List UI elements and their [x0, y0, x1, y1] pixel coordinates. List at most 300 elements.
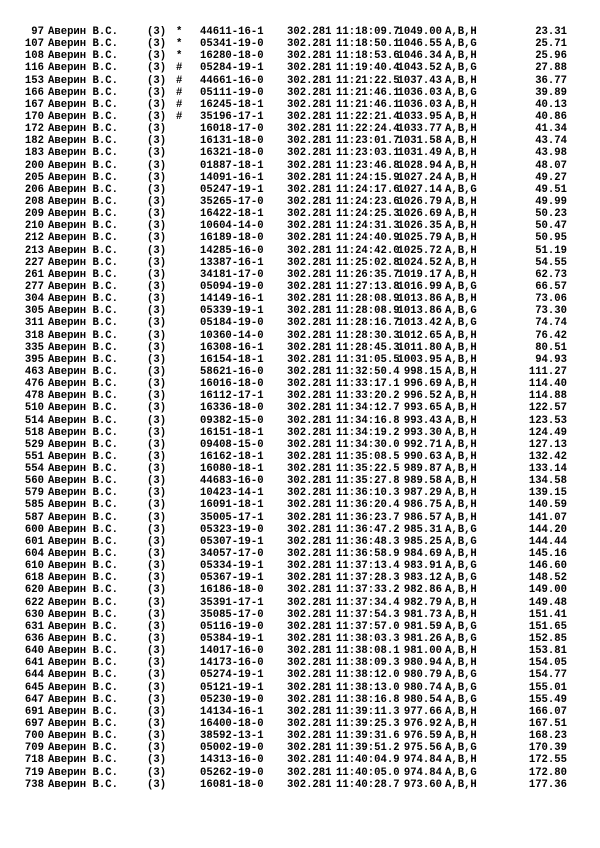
speed-cell: 1036.03	[397, 86, 442, 99]
distance-cell: 302.281	[287, 718, 332, 731]
participant-name: Аверин В.С.	[48, 390, 118, 403]
distance-cell: 302.281	[287, 365, 332, 378]
table-row	[0, 378, 600, 390]
participant-name: Аверин В.С.	[48, 426, 118, 439]
category-cell: A,B,G	[445, 572, 477, 585]
distance-cell: 302.281	[287, 329, 332, 342]
table-row	[0, 160, 600, 172]
points-cell: 41.34	[535, 123, 567, 136]
arrival-time: 11:33:20.2	[336, 390, 400, 403]
place-number: 518	[24, 426, 44, 439]
grade-cell: (3)	[147, 402, 167, 415]
category-cell: A,B,H	[445, 74, 477, 87]
arrival-time: 11:37:34.4	[336, 596, 400, 609]
distance-cell: 302.281	[287, 475, 332, 488]
grade-cell: (3)	[147, 208, 167, 221]
points-cell: 144.44	[528, 535, 567, 548]
distance-cell: 302.281	[287, 183, 332, 196]
ring-number: 16308-16-1	[200, 341, 264, 354]
table-row	[0, 50, 600, 62]
points-cell: 148.52	[528, 572, 567, 585]
speed-cell: 987.29	[403, 487, 442, 500]
grade-cell: (3)	[147, 584, 167, 597]
table-row	[0, 439, 600, 451]
category-cell: A,B,H	[445, 244, 477, 257]
points-cell: 49.51	[535, 183, 567, 196]
ring-number: 10604-14-0	[200, 220, 264, 233]
category-cell: A,B,H	[445, 232, 477, 245]
arrival-time: 11:39:31.6	[336, 730, 400, 743]
speed-cell: 1033.77	[397, 123, 442, 136]
ring-number: 16422-18-1	[200, 208, 264, 221]
grade-cell: (3)	[147, 450, 167, 463]
points-cell: 155.49	[528, 693, 567, 706]
participant-name: Аверин В.С.	[48, 353, 118, 366]
place-number: 227	[24, 256, 44, 269]
table-row	[0, 718, 600, 730]
points-cell: 124.49	[528, 426, 567, 439]
ring-number: 05341-19-0	[200, 38, 264, 51]
distance-cell: 302.281	[287, 159, 332, 172]
participant-name: Аверин В.С.	[48, 414, 118, 427]
participant-name: Аверин В.С.	[48, 584, 118, 597]
category-cell: A,B,H	[445, 511, 477, 524]
place-number: 604	[24, 548, 44, 561]
grade-cell: (3)	[147, 293, 167, 306]
speed-cell: 1013.42	[397, 317, 442, 330]
place-number: 212	[24, 232, 44, 245]
participant-name: Аверин В.С.	[48, 572, 118, 585]
arrival-time: 11:34:19.2	[336, 426, 400, 439]
distance-cell: 302.281	[287, 390, 332, 403]
distance-cell: 302.281	[287, 268, 332, 281]
grade-cell: (3)	[147, 183, 167, 196]
distance-cell: 302.281	[287, 305, 332, 318]
table-row	[0, 342, 600, 354]
table-row	[0, 402, 600, 414]
grade-cell: (3)	[147, 742, 167, 755]
place-number: 261	[24, 268, 44, 281]
place-number: 719	[24, 766, 44, 779]
category-cell: A,B,H	[445, 438, 477, 451]
participant-name: Аверин В.С.	[48, 280, 118, 293]
distance-cell: 302.281	[287, 74, 332, 87]
speed-cell: 985.31	[403, 523, 442, 536]
arrival-time: 11:34:30.0	[336, 438, 400, 451]
speed-cell: 980.79	[403, 669, 442, 682]
category-cell: A,B,H	[445, 171, 477, 184]
category-cell: A,B,G	[445, 523, 477, 536]
grade-cell: (3)	[147, 426, 167, 439]
participant-name: Аверин В.С.	[48, 523, 118, 536]
distance-cell: 302.281	[287, 645, 332, 658]
grade-cell: (3)	[147, 38, 167, 51]
place-number: 622	[24, 596, 44, 609]
place-number: 311	[24, 317, 44, 330]
category-cell: A,B,G	[445, 633, 477, 646]
points-cell: 149.48	[528, 596, 567, 609]
grade-cell: (3)	[147, 778, 167, 791]
ring-number: 16336-18-0	[200, 402, 264, 415]
ring-number: 05002-19-0	[200, 742, 264, 755]
ring-number: 35265-17-0	[200, 195, 264, 208]
participant-name: Аверин В.С.	[48, 123, 118, 136]
speed-cell: 980.74	[403, 681, 442, 694]
points-cell: 172.80	[528, 766, 567, 779]
speed-cell: 1033.95	[397, 110, 442, 123]
speed-cell: 981.59	[403, 620, 442, 633]
points-cell: 155.01	[528, 681, 567, 694]
distance-cell: 302.281	[287, 38, 332, 51]
participant-name: Аверин В.С.	[48, 256, 118, 269]
category-cell: A,B,H	[445, 353, 477, 366]
ring-number: 05184-19-0	[200, 317, 264, 330]
arrival-time: 11:38:08.1	[336, 645, 400, 658]
place-number: 610	[24, 560, 44, 573]
ring-number: 05307-19-1	[200, 535, 264, 548]
arrival-time: 11:28:08.9	[336, 293, 400, 306]
distance-cell: 302.281	[287, 171, 332, 184]
distance-cell: 302.281	[287, 50, 332, 63]
table-row	[0, 560, 600, 572]
grade-cell: (3)	[147, 74, 167, 87]
ring-number: 16080-18-1	[200, 463, 264, 476]
place-number: 645	[24, 681, 44, 694]
grade-cell: (3)	[147, 572, 167, 585]
speed-cell: 1027.24	[397, 171, 442, 184]
speed-cell: 983.91	[403, 560, 442, 573]
speed-cell: 986.75	[403, 499, 442, 512]
place-number: 691	[24, 705, 44, 718]
ring-number: 16400-18-0	[200, 718, 264, 731]
table-row	[0, 208, 600, 220]
points-cell: 36.77	[535, 74, 567, 87]
participant-name: Аверин В.С.	[48, 608, 118, 621]
participant-name: Аверин В.С.	[48, 438, 118, 451]
participant-name: Аверин В.С.	[48, 268, 118, 281]
place-number: 620	[24, 584, 44, 597]
table-row	[0, 584, 600, 596]
category-cell: A,B,H	[445, 378, 477, 391]
participant-name: Аверин В.С.	[48, 535, 118, 548]
grade-cell: (3)	[147, 560, 167, 573]
points-cell: 172.55	[528, 754, 567, 767]
grade-cell: (3)	[147, 353, 167, 366]
points-cell: 39.89	[535, 86, 567, 99]
ring-number: 05384-19-1	[200, 633, 264, 646]
ring-number: 14313-16-0	[200, 754, 264, 767]
distance-cell: 302.281	[287, 353, 332, 366]
speed-cell: 990.63	[403, 450, 442, 463]
place-number: 478	[24, 390, 44, 403]
distance-cell: 302.281	[287, 608, 332, 621]
place-number: 318	[24, 329, 44, 342]
points-cell: 40.86	[535, 110, 567, 123]
table-row	[0, 742, 600, 754]
ring-number: 09382-15-0	[200, 414, 264, 427]
ring-number: 16162-18-1	[200, 450, 264, 463]
ring-number: 16321-18-0	[200, 147, 264, 160]
category-cell: A,B,H	[445, 268, 477, 281]
arrival-time: 11:24:23.6	[336, 195, 400, 208]
participant-name: Аверин В.С.	[48, 633, 118, 646]
arrival-time: 11:38:16.8	[336, 693, 400, 706]
category-cell: A,B,H	[445, 98, 477, 111]
points-cell: 51.19	[535, 244, 567, 257]
place-number: 644	[24, 669, 44, 682]
category-cell: A,B,H	[445, 450, 477, 463]
category-cell: A,B,H	[445, 135, 477, 148]
points-cell: 167.51	[528, 718, 567, 731]
arrival-time: 11:40:28.7	[336, 778, 400, 791]
arrival-time: 11:27:13.8	[336, 280, 400, 293]
points-cell: 73.30	[535, 305, 567, 318]
place-number: 213	[24, 244, 44, 257]
arrival-time: 11:24:42.0	[336, 244, 400, 257]
table-row	[0, 245, 600, 257]
speed-cell: 980.94	[403, 657, 442, 670]
arrival-time: 11:23:46.8	[336, 159, 400, 172]
participant-name: Аверин В.С.	[48, 511, 118, 524]
category-cell: A,B,H	[445, 475, 477, 488]
table-row	[0, 572, 600, 584]
participant-name: Аверин В.С.	[48, 110, 118, 123]
category-cell: A,B,G	[445, 317, 477, 330]
place-number: 738	[24, 778, 44, 791]
arrival-time: 11:24:40.9	[336, 232, 400, 245]
arrival-time: 11:35:22.5	[336, 463, 400, 476]
grade-cell: (3)	[147, 608, 167, 621]
category-cell: A,B,H	[445, 778, 477, 791]
place-number: 277	[24, 280, 44, 293]
points-cell: 40.13	[535, 98, 567, 111]
ring-number: 14134-16-1	[200, 705, 264, 718]
place-number: 587	[24, 511, 44, 524]
place-number: 116	[24, 62, 44, 75]
ring-number: 16016-18-0	[200, 378, 264, 391]
points-cell: 166.07	[528, 705, 567, 718]
distance-cell: 302.281	[287, 766, 332, 779]
category-cell: A,B,H	[445, 293, 477, 306]
place-number: 551	[24, 450, 44, 463]
points-cell: 74.74	[535, 317, 567, 330]
table-row	[0, 220, 600, 232]
ring-number: 05367-19-1	[200, 572, 264, 585]
category-cell: A,B,H	[445, 608, 477, 621]
table-row	[0, 26, 600, 38]
place-number: 579	[24, 487, 44, 500]
ring-number: 14149-16-1	[200, 293, 264, 306]
participant-name: Аверин В.С.	[48, 718, 118, 731]
participant-name: Аверин В.С.	[48, 195, 118, 208]
participant-name: Аверин В.С.	[48, 693, 118, 706]
place-number: 600	[24, 523, 44, 536]
category-cell: A,B,H	[445, 123, 477, 136]
distance-cell: 302.281	[287, 135, 332, 148]
arrival-time: 11:21:46.1	[336, 86, 400, 99]
speed-cell: 1046.55	[397, 38, 442, 51]
participant-name: Аверин В.С.	[48, 341, 118, 354]
place-number: 510	[24, 402, 44, 415]
ring-number: 38592-13-1	[200, 730, 264, 743]
table-row	[0, 682, 600, 694]
points-cell: 127.13	[528, 438, 567, 451]
participant-name: Аверин В.С.	[48, 499, 118, 512]
ring-number: 16186-18-0	[200, 584, 264, 597]
speed-cell: 982.79	[403, 596, 442, 609]
table-row	[0, 767, 600, 779]
ring-number: 35005-17-1	[200, 511, 264, 524]
speed-cell: 981.73	[403, 608, 442, 621]
category-cell: A,B,H	[445, 499, 477, 512]
points-cell: 80.51	[535, 341, 567, 354]
mark-cell: #	[176, 98, 183, 111]
table-row	[0, 354, 600, 366]
grade-cell: (3)	[147, 50, 167, 63]
distance-cell: 302.281	[287, 560, 332, 573]
distance-cell: 302.281	[287, 147, 332, 160]
speed-cell: 998.15	[403, 365, 442, 378]
category-cell: A,B,H	[445, 463, 477, 476]
place-number: 630	[24, 608, 44, 621]
table-row	[0, 536, 600, 548]
points-cell: 123.53	[528, 414, 567, 427]
place-number: 700	[24, 730, 44, 743]
arrival-time: 11:40:05.0	[336, 766, 400, 779]
place-number: 167	[24, 98, 44, 111]
category-cell: A,B,H	[445, 754, 477, 767]
grade-cell: (3)	[147, 220, 167, 233]
distance-cell: 302.281	[287, 487, 332, 500]
speed-cell: 975.56	[403, 742, 442, 755]
speed-cell: 1019.17	[397, 268, 442, 281]
points-cell: 154.77	[528, 669, 567, 682]
table-row	[0, 232, 600, 244]
ring-number: 44683-16-0	[200, 475, 264, 488]
distance-cell: 302.281	[287, 220, 332, 233]
ring-number: 16091-18-1	[200, 499, 264, 512]
place-number: 170	[24, 110, 44, 123]
ring-number: 16245-18-1	[200, 98, 264, 111]
grade-cell: (3)	[147, 487, 167, 500]
place-number: 554	[24, 463, 44, 476]
ring-number: 09408-15-0	[200, 438, 264, 451]
table-row	[0, 196, 600, 208]
mark-cell: #	[176, 110, 183, 123]
distance-cell: 302.281	[287, 280, 332, 293]
speed-cell: 981.00	[403, 645, 442, 658]
table-row	[0, 305, 600, 317]
category-cell: A,B,G	[445, 86, 477, 99]
arrival-time: 11:37:13.4	[336, 560, 400, 573]
arrival-time: 11:28:08.9	[336, 305, 400, 318]
participant-name: Аверин В.С.	[48, 135, 118, 148]
ring-number: 44661-16-0	[200, 74, 264, 87]
place-number: 107	[24, 38, 44, 51]
points-cell: 50.23	[535, 208, 567, 221]
grade-cell: (3)	[147, 475, 167, 488]
table-row	[0, 62, 600, 74]
grade-cell: (3)	[147, 754, 167, 767]
speed-cell: 977.66	[403, 705, 442, 718]
table-row	[0, 293, 600, 305]
speed-cell: 1049.00	[397, 26, 442, 38]
participant-name: Аверин В.С.	[48, 463, 118, 476]
distance-cell: 302.281	[287, 341, 332, 354]
table-row	[0, 706, 600, 718]
table-row	[0, 330, 600, 342]
arrival-time: 11:38:13.0	[336, 681, 400, 694]
grade-cell: (3)	[147, 535, 167, 548]
distance-cell: 302.281	[287, 378, 332, 391]
grade-cell: (3)	[147, 681, 167, 694]
participant-name: Аверин В.С.	[48, 645, 118, 658]
category-cell: A,B,H	[445, 365, 477, 378]
points-cell: 134.58	[528, 475, 567, 488]
category-cell: A,B,H	[445, 195, 477, 208]
ring-number: 16280-18-0	[200, 50, 264, 63]
ring-number: 05094-19-0	[200, 280, 264, 293]
table-row	[0, 257, 600, 269]
category-cell: A,B,H	[445, 208, 477, 221]
grade-cell: (3)	[147, 147, 167, 160]
category-cell: A,B,G	[445, 535, 477, 548]
speed-cell: 982.86	[403, 584, 442, 597]
speed-cell: 1026.35	[397, 220, 442, 233]
speed-cell: 1013.86	[397, 305, 442, 318]
place-number: 205	[24, 171, 44, 184]
place-number: 585	[24, 499, 44, 512]
grade-cell: (3)	[147, 171, 167, 184]
participant-name: Аверин В.С.	[48, 147, 118, 160]
ring-number: 16154-18-1	[200, 353, 264, 366]
ring-number: 05262-19-0	[200, 766, 264, 779]
table-row	[0, 147, 600, 159]
place-number: 183	[24, 147, 44, 160]
points-cell: 54.55	[535, 256, 567, 269]
place-number: 208	[24, 195, 44, 208]
ring-number: 05230-19-0	[200, 693, 264, 706]
points-cell: 111.27	[528, 365, 567, 378]
distance-cell: 302.281	[287, 681, 332, 694]
grade-cell: (3)	[147, 280, 167, 293]
arrival-time: 11:24:17.6	[336, 183, 400, 196]
arrival-time: 11:37:57.0	[336, 620, 400, 633]
place-number: 182	[24, 135, 44, 148]
place-number: 697	[24, 718, 44, 731]
category-cell: A,B,H	[445, 110, 477, 123]
points-cell: 146.60	[528, 560, 567, 573]
ring-number: 10360-14-0	[200, 329, 264, 342]
points-cell: 114.88	[528, 390, 567, 403]
speed-cell: 1025.72	[397, 244, 442, 257]
grade-cell: (3)	[147, 341, 167, 354]
table-row	[0, 512, 600, 524]
speed-cell: 1013.86	[397, 293, 442, 306]
speed-cell: 980.54	[403, 693, 442, 706]
category-cell: A,B,H	[445, 329, 477, 342]
arrival-time: 11:18:50.1	[336, 38, 400, 51]
arrival-time: 11:18:53.6	[336, 50, 400, 63]
table-row	[0, 427, 600, 439]
table-row	[0, 524, 600, 536]
arrival-time: 11:36:23.7	[336, 511, 400, 524]
mark-cell: #	[176, 74, 183, 87]
category-cell: A,B,H	[445, 147, 477, 160]
participant-name: Аверин В.С.	[48, 50, 118, 63]
participant-name: Аверин В.С.	[48, 669, 118, 682]
table-row	[0, 38, 600, 50]
